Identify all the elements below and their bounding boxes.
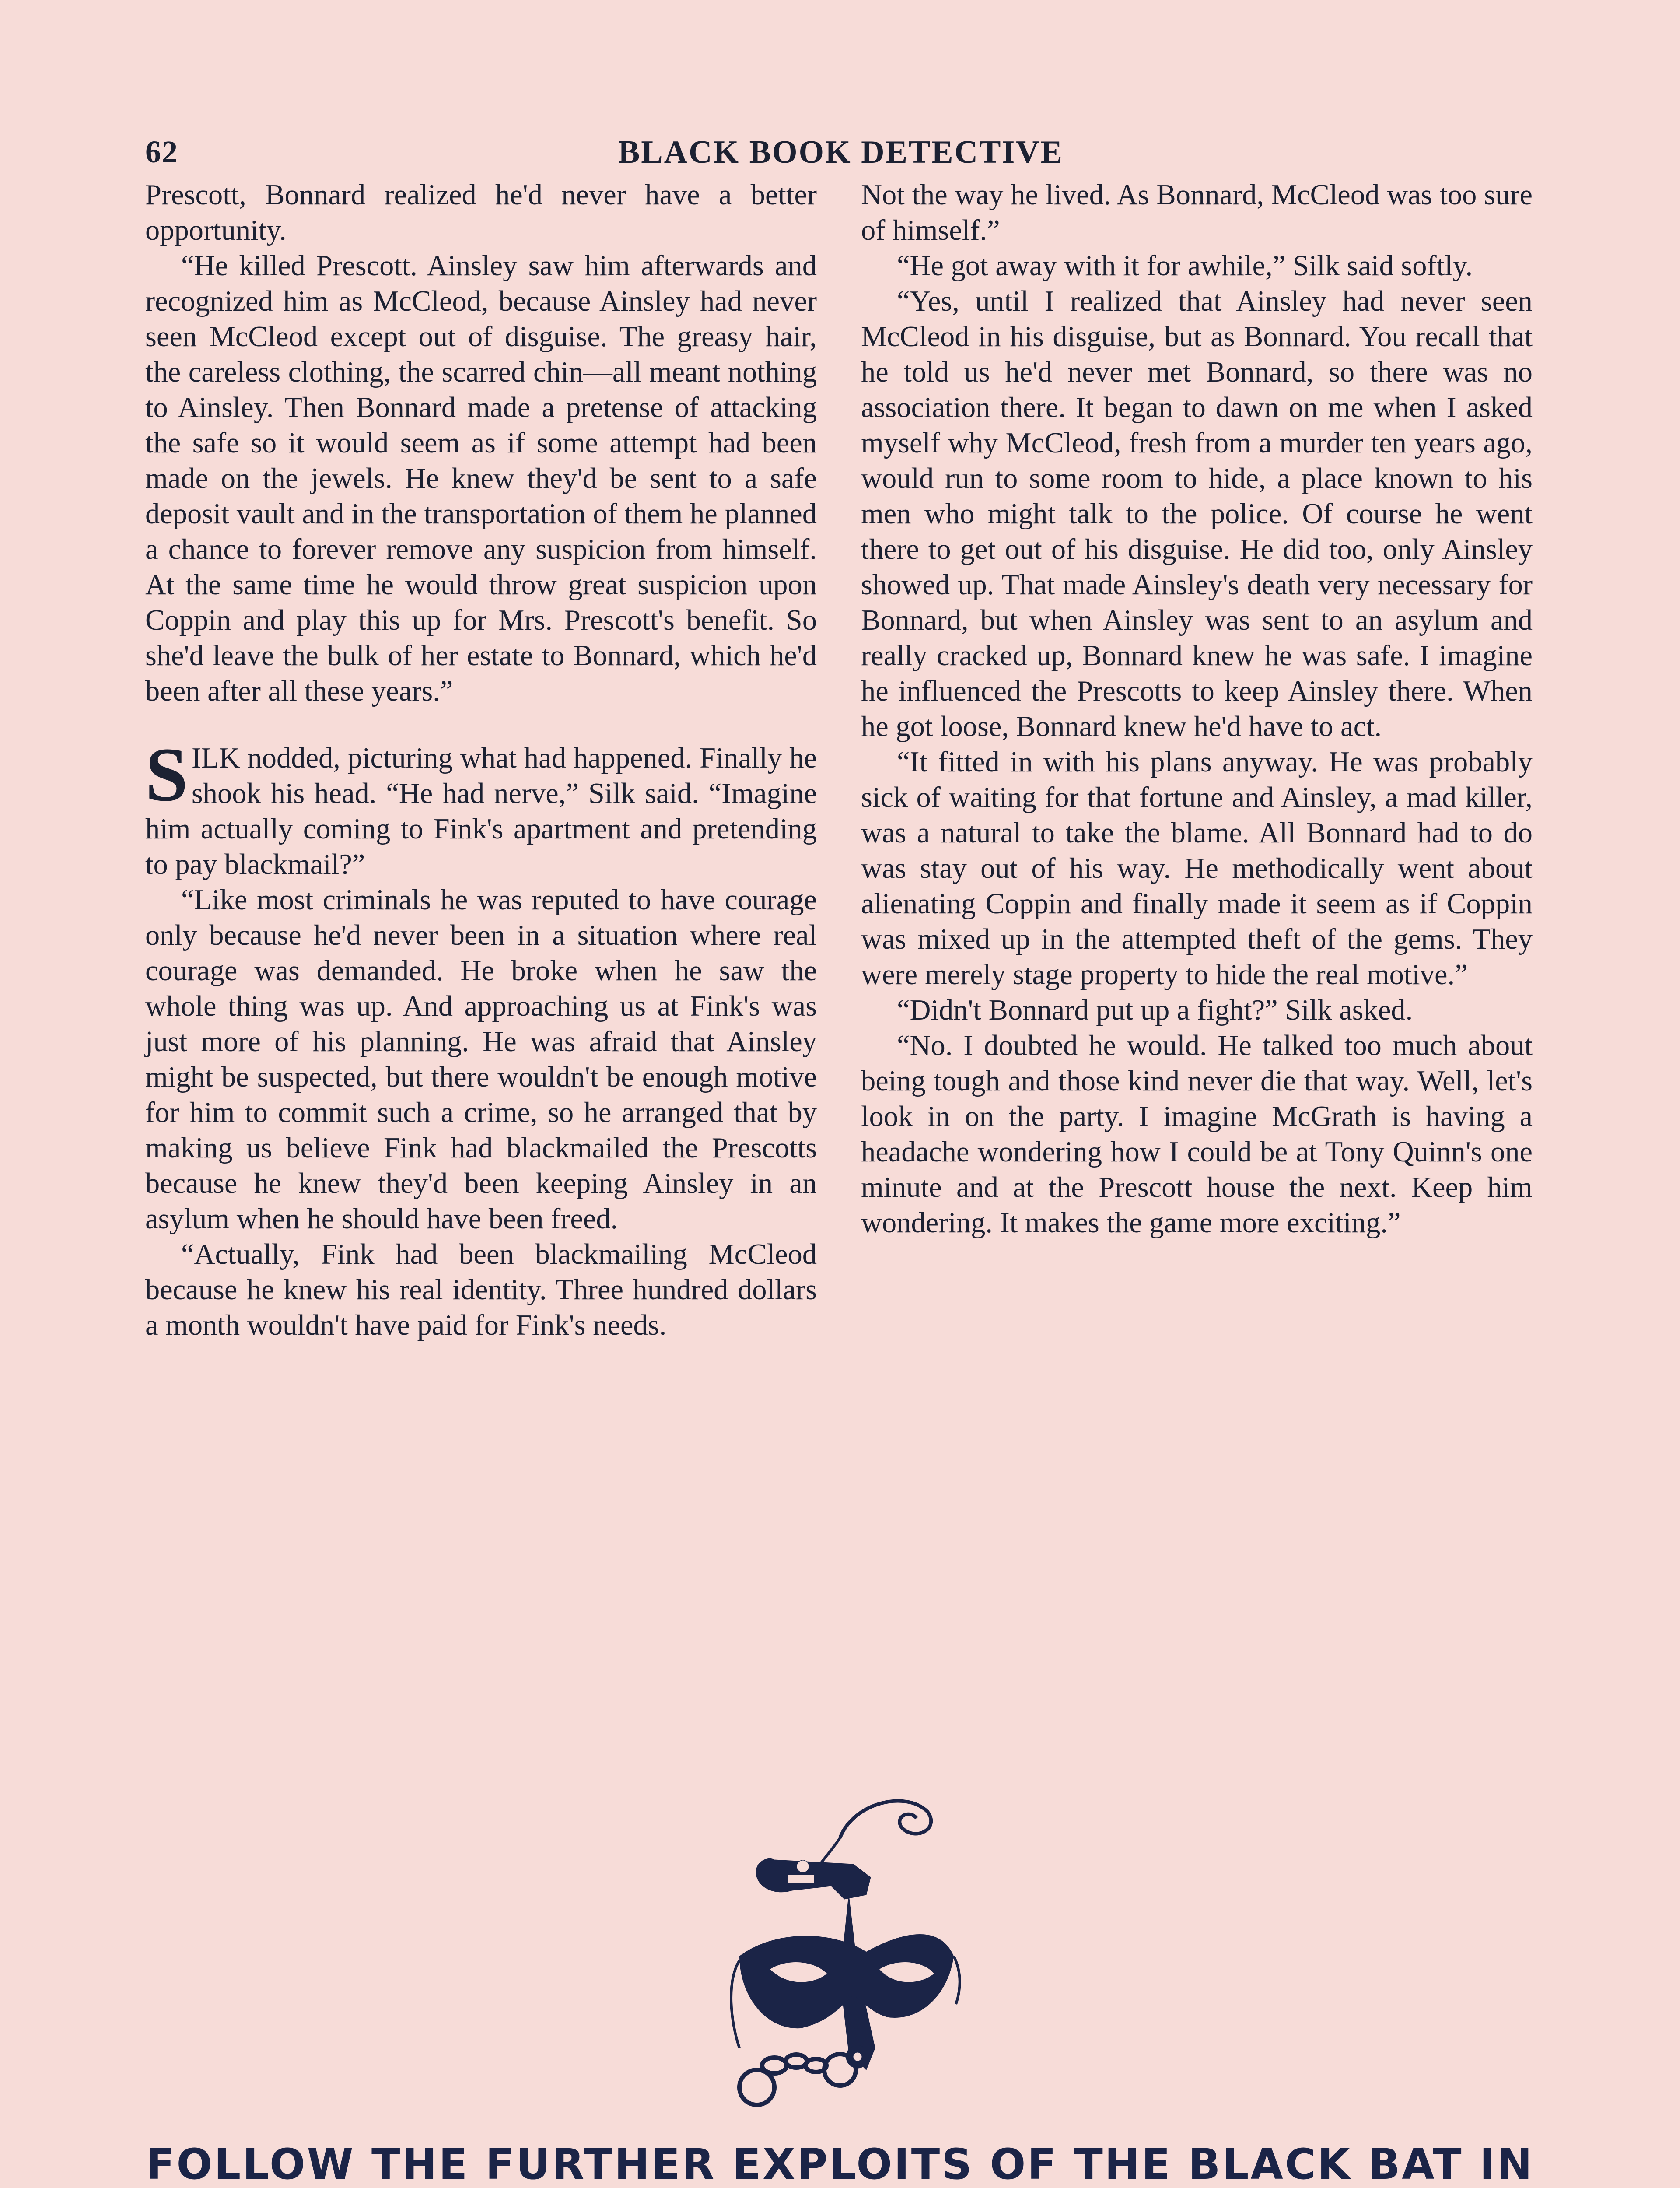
paragraph: Prescott, Bonnard realized he'd never have a better opportunity. <box>145 179 817 246</box>
paragraph: “Like most criminals he was reputed to have courage only because he'd never been in a situation where real courage was demanded. He broke when he saw the whole thing was up. And approaching us at Fink's was just more of his planning. He was afraid that Ainsley might be suspected, but there wouldn't be enough motive for him to commit such a crime, so he arranged that by making us believe Fink had blackmailed the Prescotts because he knew they'd been keeping Ainsley in an asylum when he should have been freed. <box>145 884 817 1235</box>
paragraph: “Yes, until I realized that Ainsley had never seen McCleod in his disguise, but as Bonnard. You recall that he told us he'd never met Bonnard, so there was no association there. It began to dawn on me when I asked myself why McCleod, fresh from a murder ten years ago, would run to some room to hide, a place known to his men who might talk to the police. Of course he went there to get out of his disguise. He did too, only Ainsley showed up. That made Ainsley's death very necessary for Bonnard, but when Ainsley was sent to an asylum and really cracked up, Bonnard knew he was safe. I imagine he influenced the Prescotts to keep Ainsley there. When he got loose, Bonnard knew he'd have to act. <box>861 285 1533 743</box>
magazine-title: BLACK BOOK DETECTIVE <box>618 134 1064 170</box>
drop-cap-letter: S <box>145 732 188 817</box>
paragraph: Not the way he lived. As Bonnard, McCleod was too sure of himself.” <box>861 179 1533 246</box>
paragraph: “He got away with it for awhile,” Silk said softly. <box>897 250 1473 282</box>
paragraph: “He killed Prescott. Ainsley saw him afterwards and recognized him as McCleod, because Ainsley had never seen McCleod except out of disguise. The greasy hair, the careless clothing, the scarred chin—all meant nothing to Ainsley. Then Bonnard made a pretense of attacking the safe so it would seem as if some attempt had been made on the jewels. He knew they'd be sent to a safe deposit vault and in the transportation of them he planned a chance to forever remove any suspicion from himself. At the same time he would throw great suspicion upon Coppin and play this up for Mrs. Prescott's benefit. So she'd leave the bulk of her estate to Bonnard, which he'd been after all these years.” <box>145 250 817 707</box>
page-number: 62 <box>145 134 178 169</box>
mask-gun-handcuffs-icon <box>722 1785 967 2118</box>
paragraph: “No. I doubted he would. He talked too much about being tough and those kind never die that way. Well, let's look in on the party. I imagine McGrath is having a headache wondering how I could be at Tony Quinn's one minute and at the Prescott house the next. Keep him wondering. It makes the game more exciting.” <box>861 1030 1533 1239</box>
left-text-column <box>145 177 817 1343</box>
paragraph-text: ILK nodded, picturing what had happened. Finally he shook his head. “He had nerve,” Silk said. “Imagine him actually coming to Fink's apartment and pretending to pay blackmail?” <box>145 742 817 880</box>
dropcap-paragraph <box>145 732 817 882</box>
promo-next-issue-intro: FOLLOW THE FURTHER EXPLOITS OF THE BLACK BAT IN <box>146 2140 1534 2188</box>
paragraph: “Didn't Bonnard put up a fight?” Silk asked. <box>897 994 1413 1026</box>
right-text-column <box>861 177 1533 1241</box>
page-header <box>145 134 1536 173</box>
paragraph: “It fitted in with his plans anyway. He was probably sick of waiting for that fortune and Ainsley, a mad killer, was a natural to take the blame. All Bonnard had to do was stay out of his way. He methodically went about alienating Coppin and finally made it seem as if Coppin was mixed up in the attempted theft of the gems. They were merely stage property to hide the real motive.” <box>861 746 1533 991</box>
paragraph: “Actually, Fink had been blackmailing McCleod because he knew his real identity. Three hundred dollars a month wouldn't have paid for Fink's needs. <box>145 1238 817 1341</box>
